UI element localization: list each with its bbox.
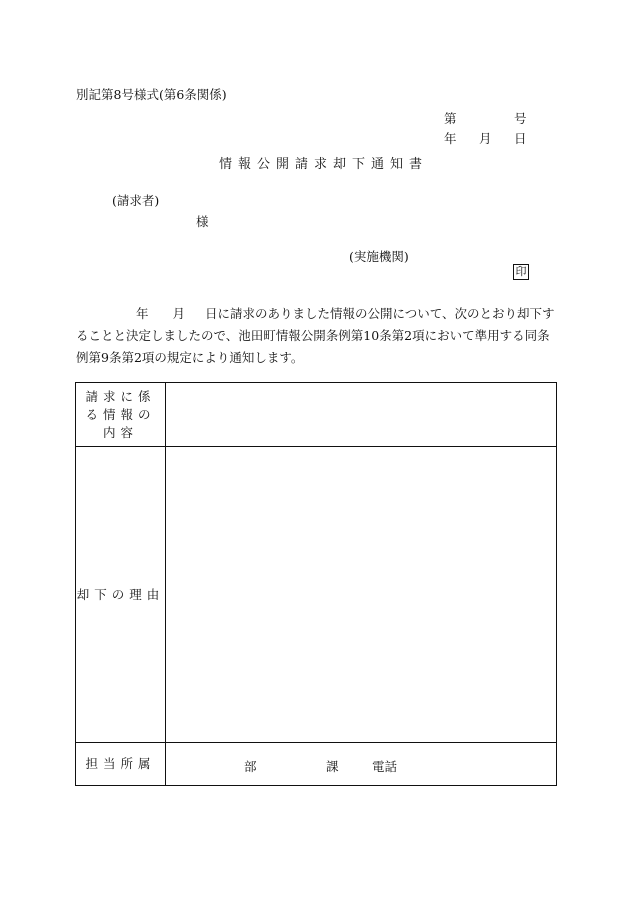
contact-field[interactable] (166, 743, 557, 786)
body-text: 日に請求のありました情報の公開について、次のとおり却下することと決定しましたので、池田町情報公開条例第10条第2項において準用する同条例第9条第2項の規定により通知します。 (76, 306, 555, 365)
table-row-contact (76, 743, 557, 786)
honorific-sama: 様 (196, 214, 209, 229)
table-row-rejection-reason (76, 447, 557, 743)
agency-label: (実施機関) (349, 249, 409, 264)
date-year: 年 (444, 131, 457, 146)
body-year: 年 (136, 306, 149, 321)
phone-label: 電話 (372, 759, 398, 774)
doc-number-dai: 第 (444, 111, 457, 126)
section-label: 課 (326, 759, 339, 774)
table-row-request-content (76, 383, 557, 447)
notice-body (76, 303, 561, 369)
notice-table (75, 382, 557, 786)
requester-label: (請求者) (112, 193, 160, 208)
seal-stamp-box: 印 (513, 264, 529, 280)
doc-number-go: 号 (514, 111, 527, 126)
dept-label: 部 (244, 759, 257, 774)
date-month: 月 (479, 131, 492, 146)
date-day: 日 (514, 131, 527, 146)
request-content-field[interactable] (166, 383, 557, 447)
request-content-label: 請求に係る情報の内容 (76, 383, 166, 447)
rejection-reason-field[interactable] (166, 447, 557, 743)
rejection-reason-label: 却下の理由 (76, 447, 166, 743)
body-month: 月 (172, 306, 186, 321)
contact-label: 担当所属 (76, 743, 166, 786)
document-title: 情報公開請求却下通知書 (219, 157, 429, 172)
form-reference: 別記第8号様式(第6条関係) (76, 87, 227, 102)
